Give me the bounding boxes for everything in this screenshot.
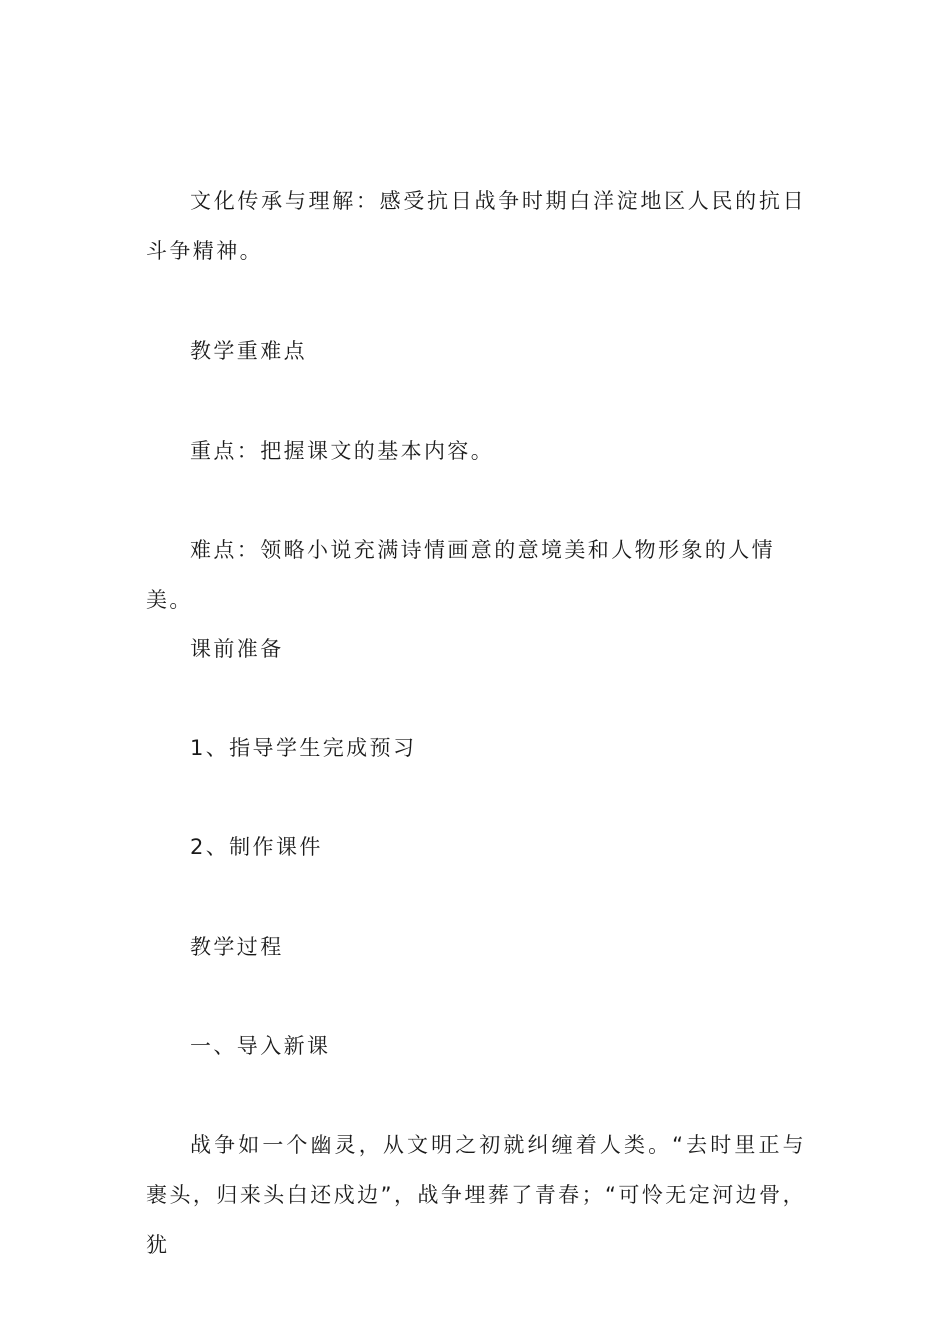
list-item-courseware: 2、制作课件 [190,835,323,859]
paragraph-difficult-point: 难点：领略小说充满诗情画意的意境美和人物形象的人情美。 [146,538,775,612]
heading-teaching-key-points: 教学重难点 [190,339,307,363]
paragraph-cultural-heritage: 文化传承与理解：感受抗日战争时期白洋淀地区人民的抗日斗争精神。 [146,189,806,263]
heading-teaching-process: 教学过程 [190,935,284,959]
heading-introduction: 一、导入新课 [190,1034,331,1058]
list-item-preview: 1、指导学生完成预习 [190,736,417,760]
paragraph-key-point: 重点：把握课文的基本内容。 [190,439,495,463]
heading-preparation: 课前准备 [190,637,284,661]
paragraph-war-intro: 战争如一个幽灵，从文明之初就纠缠着人类。“去时里正与裹头，归来头白还戍边”，战争埋葬了青春；“可怜无定河边骨，犹 [146,1133,806,1257]
